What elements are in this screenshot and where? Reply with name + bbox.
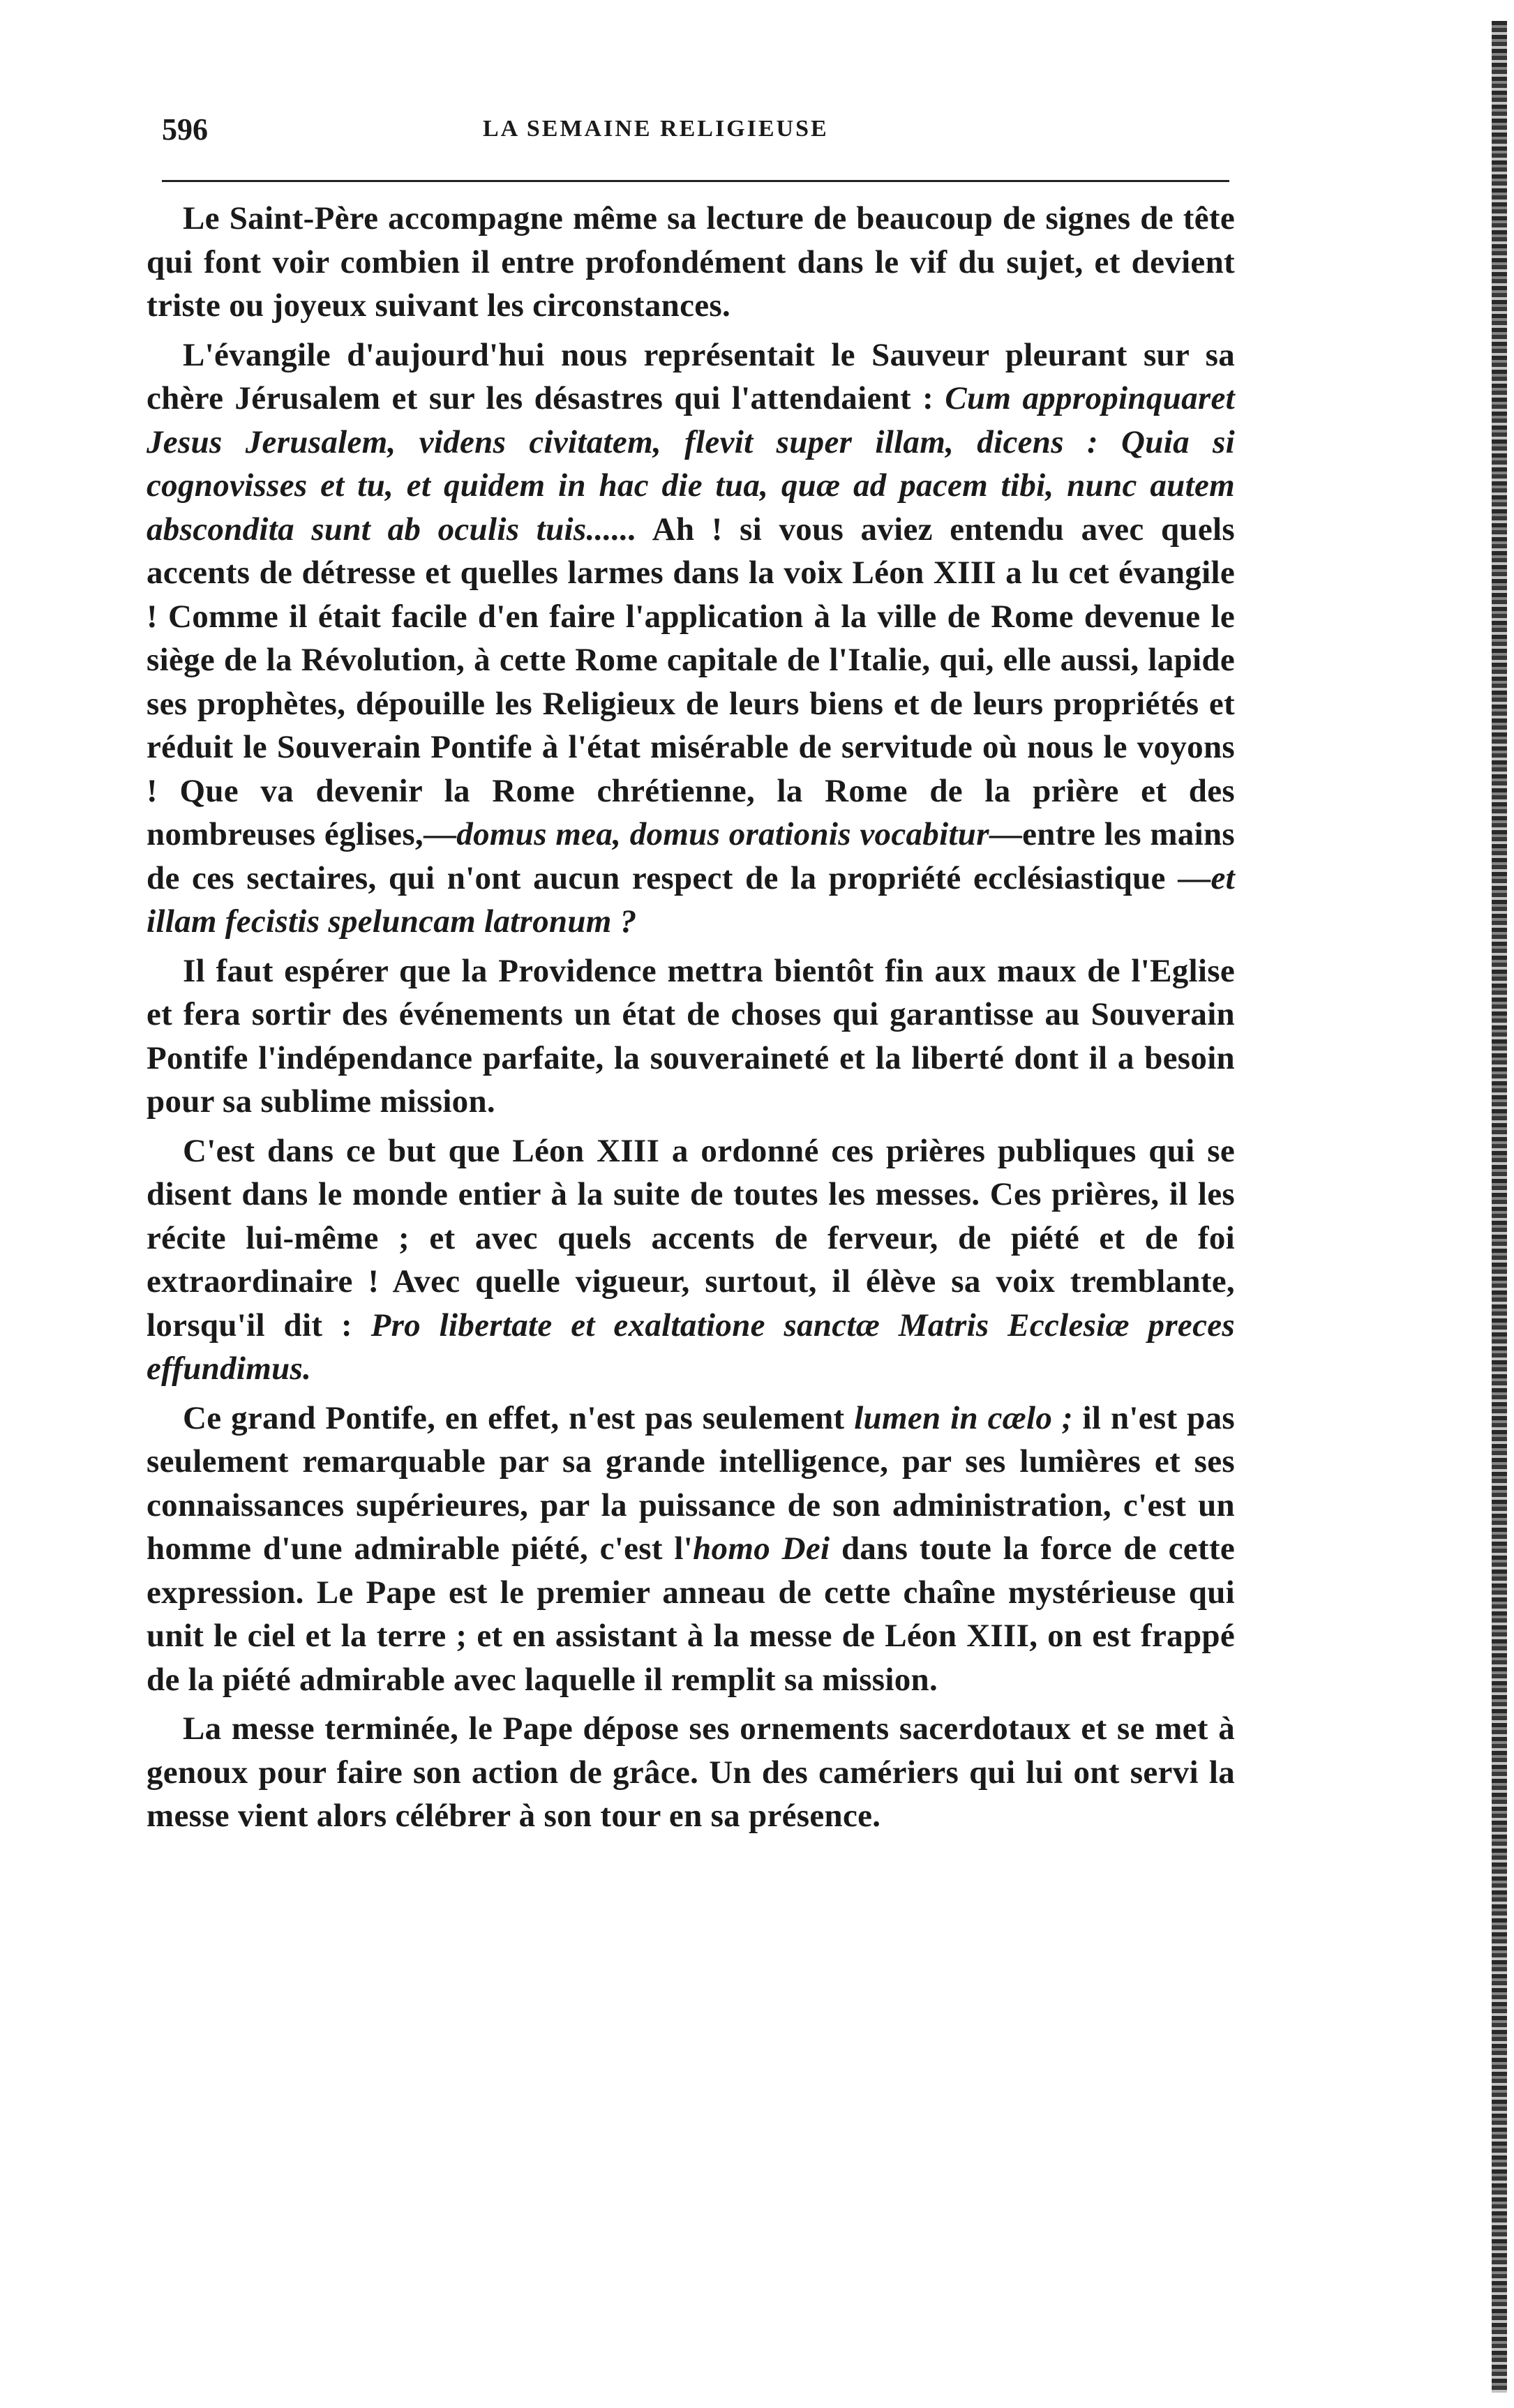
latin-quote: homo Dei: [693, 1530, 830, 1567]
page-header: [162, 112, 1229, 153]
text-run: Ah ! si vous aviez entendu avec quels accents de détresse et quelles larmes dans la voix Léon XIII a lu cet évangile ! Comme il était facile d'en faire l'application à la ville de Rome devenue le siège de la Révolution, à cette Rome capitale de l'Italie, qui, elle aussi, lapide ses prophètes, dépouille les Religieux de leurs biens et de leurs propriétés et réduit le Souverain Pontife à l'état misérable de servitude où nous le voyons ! Que va devenir la Rome chrétienne, la Rome de la prière et des nombreuses églises,—: [147, 511, 1235, 852]
page-number: 596: [162, 112, 208, 146]
page-edge-binding: [1492, 21, 1507, 2393]
paragraph: [147, 1129, 1235, 1391]
paragraph: [147, 1707, 1235, 1838]
text-run: —entre les mains de ces sectaires, qui n'ont aucun respect de la propriété ecclésiastique —: [147, 816, 1235, 896]
header-rule: [162, 180, 1229, 182]
paragraph: [147, 197, 1235, 328]
paragraph: [147, 949, 1235, 1124]
latin-quote: lumen in cælo ;: [854, 1399, 1073, 1436]
body-text: [147, 197, 1235, 1838]
latin-quote: Pro libertate et exaltatione sanctæ Matris Ecclesiæ preces effundimus.: [147, 1307, 1235, 1387]
latin-quote: Cum appropinquaret Jesus Jerusalem, videns civitatem, flevit super illam, dicens : Quia si cognovisses et tu, et quidem in hac die tua, quæ ad pacem tibi, nunc autem abscondita sunt ab oculis tuis......: [147, 380, 1235, 548]
latin-quote: et illam fecistis speluncam latronum ?: [147, 859, 1235, 940]
text-run: La messe terminée, le Pape dépose ses ornements sacerdotaux et se met à genoux pour faire son action de grâce. Un des camériers qui lui ont servi la messe vient alors célébrer à son tour en sa présence.: [147, 1710, 1235, 1834]
text-run: dans toute la force de cette expression. Le Pape est le premier anneau de cette chaîne mystérieuse qui unit le ciel et la terre ; et en assistant à la messe de Léon XIII, on est frappé de la piété admirable avec laquelle il remplit sa mission.: [147, 1530, 1235, 1698]
text-run: C'est dans ce but que Léon XIII a ordonné ces prières publiques qui se disent dans le monde entier à la suite de toutes les messes. Ces prières, il les récite lui-même ; et avec quels accents de ferveur, de piété et de foi extraordinaire ! Avec quelle vigueur, surtout, il élève sa voix tremblante, lorsqu'il dit :: [147, 1132, 1235, 1344]
text-run: Le Saint-Père accompagne même sa lecture de beaucoup de signes de tête qui font voir combien il entre profondément dans le vif du sujet, et devient triste ou joyeux suivant les circonstances.: [147, 200, 1235, 324]
text-run: il n'est pas seulement remarquable par sa grande intelligence, par ses lumières et ses connaissances supérieures, par la puissance de son administration, c'est un homme d'une admirable piété, c'est l': [147, 1399, 1235, 1567]
paragraph: [147, 333, 1235, 944]
paragraph: [147, 1397, 1235, 1702]
text-run: Il faut espérer que la Providence mettra bientôt fin aux maux de l'Eglise et fera sortir des événements un état de choses qui garantisse au Souverain Pontife l'indépendance parfaite, la souveraineté et la liberté dont il a besoin pour sa sublime mission.: [147, 952, 1235, 1120]
running-title: LA SEMAINE RELIGIEUSE: [483, 116, 829, 142]
text-run: Ce grand Pontife, en effet, n'est pas seulement: [183, 1399, 855, 1436]
latin-quote: domus mea, domus orationis vocabitur: [456, 816, 989, 852]
text-run: L'évangile d'aujourd'hui nous représentait le Sauveur pleurant sur sa chère Jérusalem et sur les désastres qui l'attendaient :: [147, 336, 1235, 416]
